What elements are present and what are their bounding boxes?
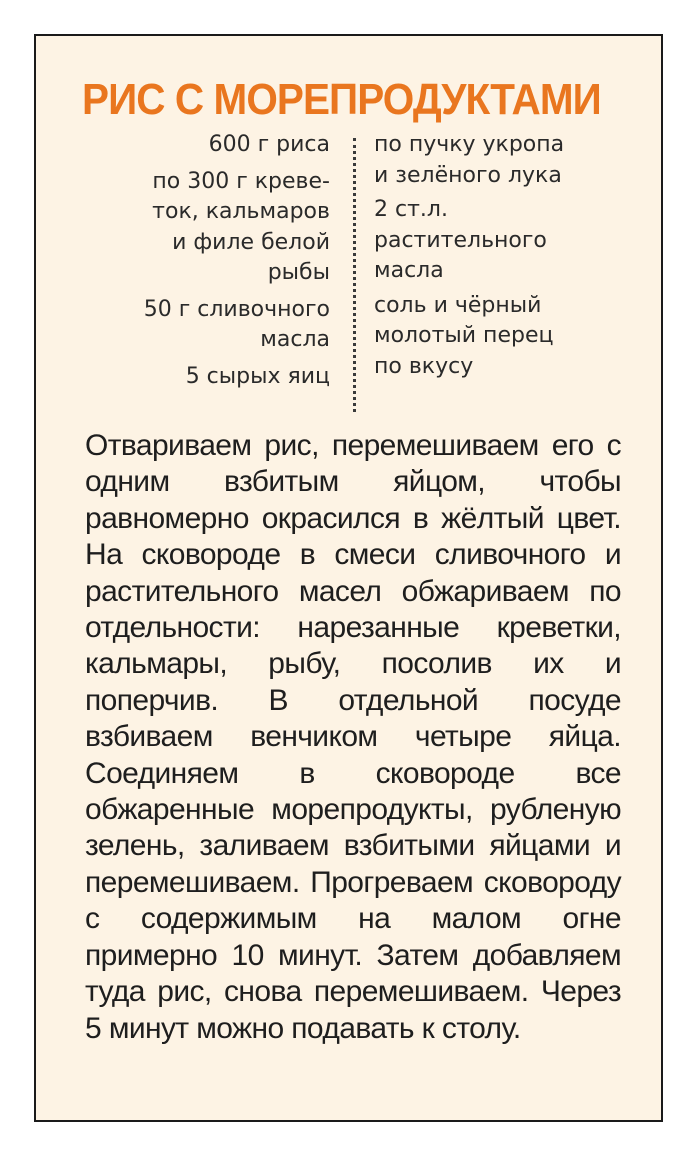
ingredient-item: 5 сырых яиц (185, 363, 330, 389)
ingredient-item: по пучку укропа и зелёного лука (374, 132, 565, 188)
ingredients-divider (353, 138, 356, 412)
ingredients-left-column (76, 130, 330, 392)
ingredient-item: соль и чёрный молотый перец по вкусу (374, 292, 554, 379)
ingredient-item: 50 г сливочного масла (143, 296, 330, 352)
ingredients-right-column (374, 130, 634, 382)
ingredient-item: 2 ст.л. растительного масла (374, 197, 547, 283)
ingredient-item: по 300 г креве- ток, кальмаров и филе белой рыбы (152, 168, 330, 285)
recipe-card (34, 34, 663, 1122)
ingredient-item: 600 г риса (208, 132, 330, 157)
recipe-title: РИС С МОРЕПРОДУКТАМИ (82, 75, 601, 124)
recipe-instructions: Отвариваем рис, перемешиваем его с одним взбитым яйцом, чтобы равномерно окрасился в жёлтый цвет. На сковороде в смеси сливочного и растительного масел обжариваем по отдельности: нарезанные креветки, кальмары, рыбу, посолив их и поперчив. В отдельной посуде взбиваем венчиком четыре яйца. Соединяем в сковороде все обжаренные морепродукты, рубленую зелень, заливаем взбитыми яйцами и перемешиваем. Прогреваем сковороду с содержимым на малом огне примерно 10 минут. Затем добавляем туда рис, снова перемешиваем. Через 5 минут можно подавать к столу. (85, 429, 621, 1045)
